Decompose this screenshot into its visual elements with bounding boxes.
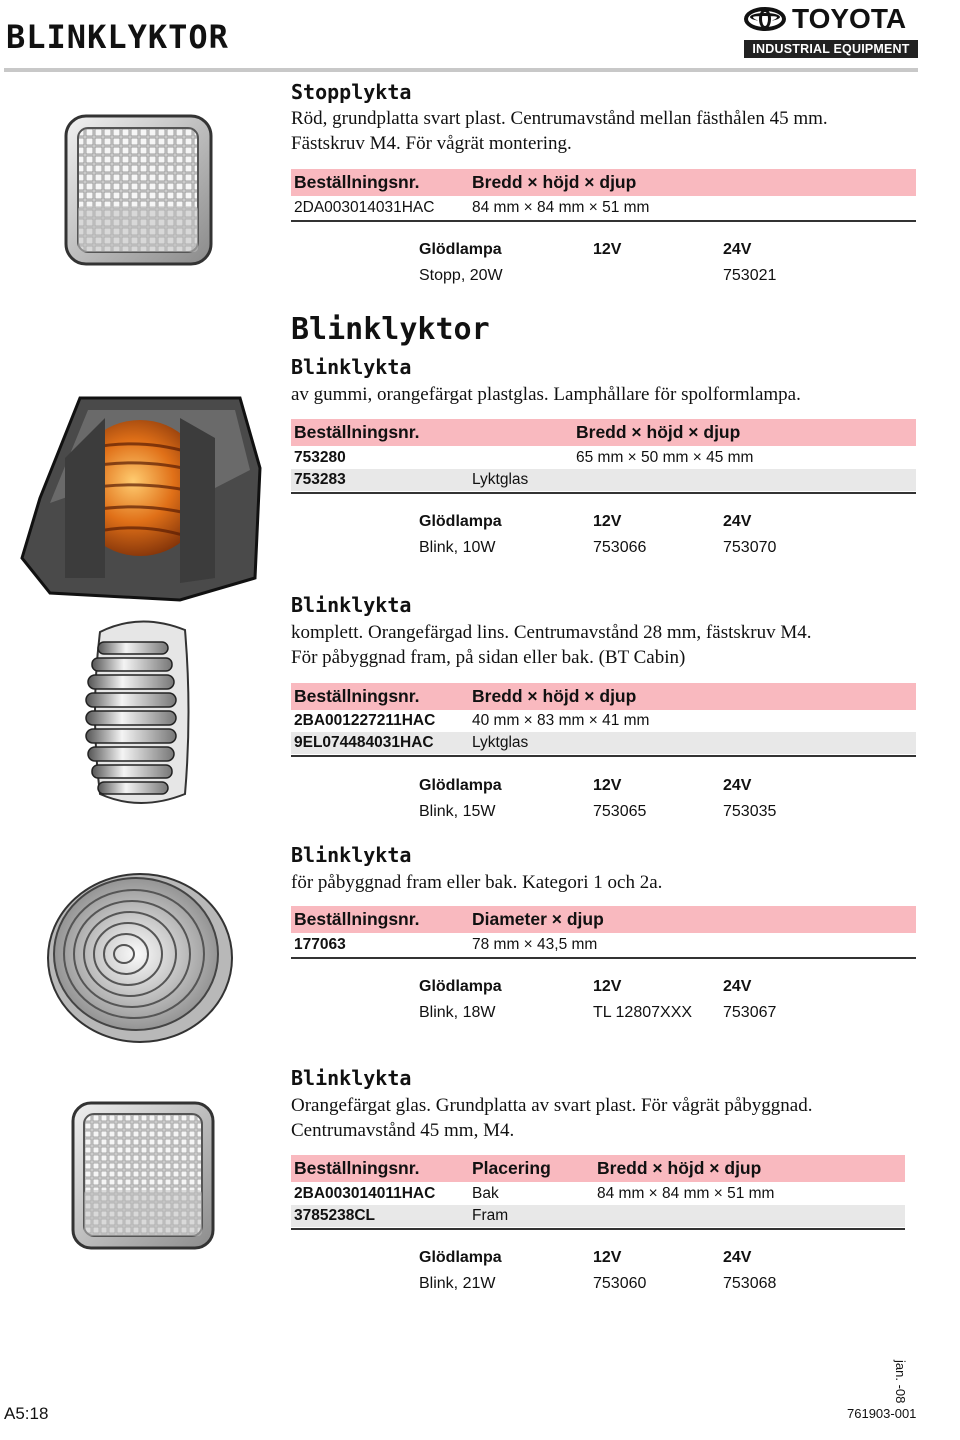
order-table-header (291, 906, 916, 933)
col-order-number: Beställningsnr. (294, 422, 420, 442)
cabin-indicator-image (80, 612, 195, 812)
order-table-header (291, 169, 916, 196)
group-heading: Blinklyktor (291, 312, 490, 347)
col-order-number: Beställningsnr. (294, 686, 420, 706)
page-reference: A5:18 (4, 1404, 49, 1423)
section-heading: Blinklykta (291, 1066, 412, 1090)
table-rule (291, 220, 916, 222)
toyota-emblem-icon (744, 7, 786, 31)
table-row: 9EL074484031HAC Lyktglas (291, 732, 916, 754)
table-row: 753283 Lyktglas (291, 469, 916, 491)
table-row: 2DA003014031HAC 84 mm × 84 mm × 51 mm (294, 199, 650, 216)
logo-subtitle: INDUSTRIAL EQUIPMENT (744, 40, 918, 58)
rubber-indicator-image (10, 378, 265, 603)
col-dimensions: Bredd × höjd × djup (597, 1158, 762, 1178)
table-row: 2BA001227211HAC 40 mm × 83 mm × 41 mm (294, 712, 650, 729)
table-rule (291, 957, 916, 959)
col-order-number: Beställningsnr. (294, 172, 420, 192)
table-row: 2BA003014011HAC Bak 84 mm × 84 mm × 51 mm (294, 1185, 775, 1202)
col-dimensions: Bredd × höjd × djup (576, 422, 741, 442)
square-indicator-image (68, 1098, 218, 1253)
col-dimensions: Bredd × höjd × djup (472, 172, 637, 192)
header-divider (4, 68, 918, 72)
section-heading: Blinklykta (291, 593, 412, 617)
page-title: BLINKLYKTOR (6, 18, 229, 56)
order-table-header (291, 419, 916, 446)
table-rule (291, 1228, 905, 1230)
table-rule (291, 492, 916, 494)
col-order-number: Beställningsnr. (294, 1158, 420, 1178)
section-description: för påbyggnad fram eller bak. Kategori 1 och 2a. (291, 872, 663, 893)
section-heading: Blinklykta (291, 355, 412, 379)
toyota-logo (744, 4, 918, 60)
section-description: Röd, grundplatta svart plast. Centrumavstånd mellan fästhålen 45 mm. Fästskruv M4. För vågrät montering. (291, 108, 828, 154)
document-number: 761903-001 (847, 1406, 917, 1421)
table-row: 177063 78 mm × 43,5 mm (294, 936, 598, 953)
section-heading: Stopplykta (291, 80, 412, 104)
table-rule (291, 755, 916, 757)
stop-lamp-image (58, 110, 218, 270)
edition-date: jan. -08 (893, 1360, 908, 1404)
section-description: av gummi, orangefärgat plastglas. Lamphållare för spolformlampa. (291, 384, 801, 405)
order-table-header (291, 683, 916, 710)
table-row: 753280 65 mm × 50 mm × 45 mm (294, 449, 754, 466)
logo-brand: TOYOTA (792, 3, 907, 34)
section-description: komplett. Orangefärgad lins. Centrumavstånd 28 mm, fästskruv M4. För påbyggnad fram, på sidan eller bak. (BT Cabin) (291, 622, 812, 668)
col-dimensions: Bredd × höjd × djup (472, 686, 637, 706)
col-placement: Placering (472, 1158, 551, 1178)
round-indicator-image (36, 862, 236, 1047)
section-heading: Blinklykta (291, 843, 412, 867)
table-row: 3785238CL Fram (291, 1205, 905, 1227)
col-order-number: Beställningsnr. (294, 909, 420, 929)
section-description: Orangefärgat glas. Grundplatta av svart plast. För vågrät påbyggnad. Centrumavstånd 45 mm, M4. (291, 1095, 813, 1141)
col-dimensions: Diameter × djup (472, 909, 604, 929)
order-table-header (291, 1155, 905, 1182)
